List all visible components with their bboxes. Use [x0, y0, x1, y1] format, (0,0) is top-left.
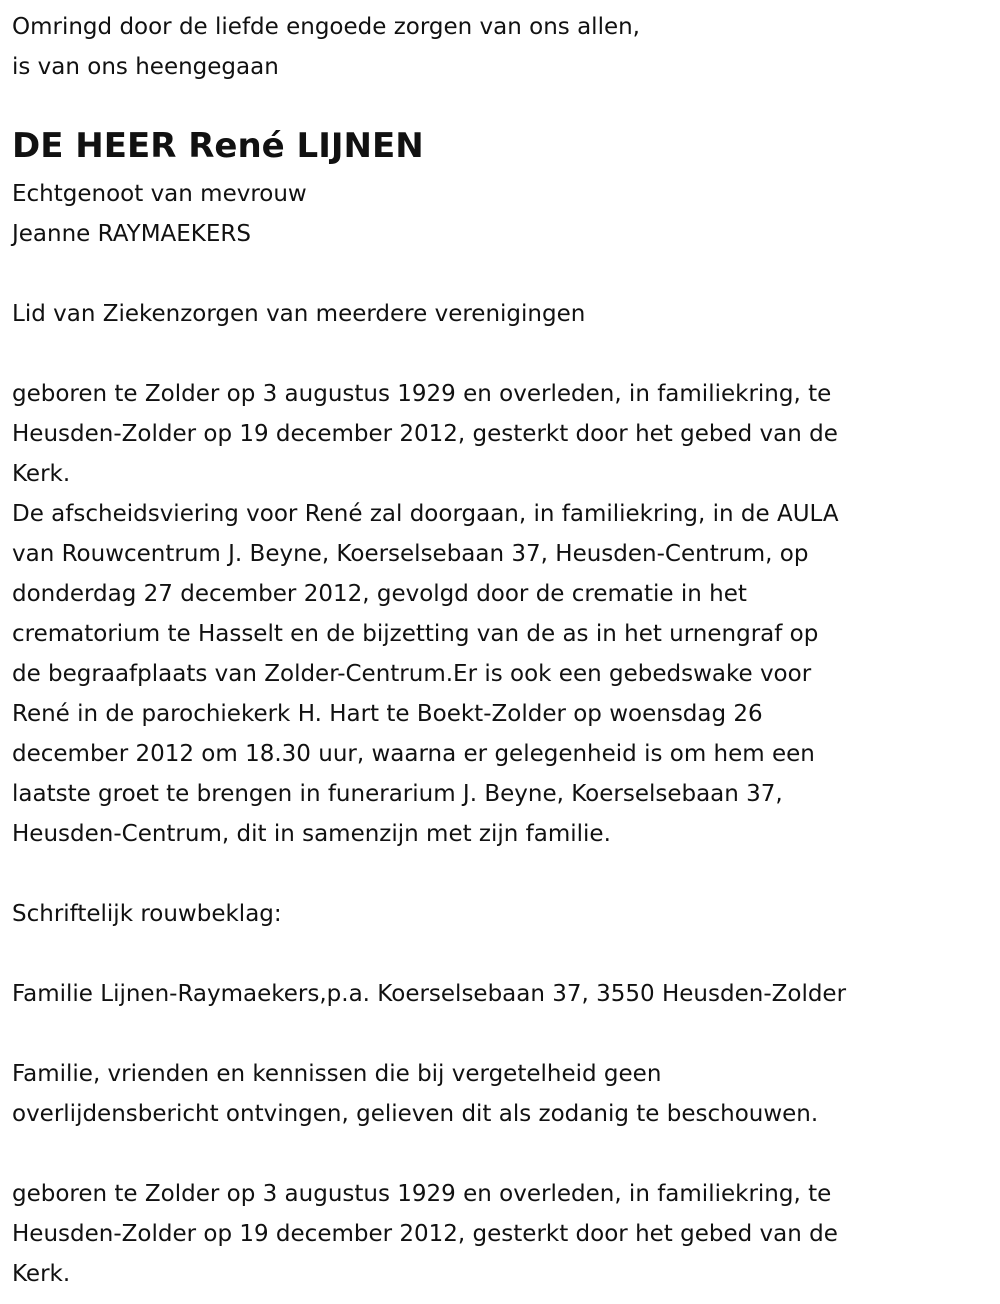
notice: [12, 1054, 1000, 1134]
main-line: crematorium te Hasselt en de bijzetting van de as in het urnengraf op: [12, 621, 819, 647]
main-line: De afscheidsviering voor René zal doorgaan, in familiekring, in de AULA: [12, 501, 839, 527]
main-line: december 2012 om 18.30 uur, waarna er gelegenheid is om hem een: [12, 741, 815, 767]
main-line: geboren te Zolder op 3 augustus 1929 en overleden, in familiekring, te: [12, 381, 832, 407]
condolence-address: Familie Lijnen-Raymaekers,p.a. Koerselsebaan 37, 3550 Heusden-Zolder: [12, 981, 847, 1007]
repeat-line: Kerk.: [12, 1261, 71, 1287]
intro-line: is van ons heengegaan: [12, 54, 279, 80]
repeat-line: Heusden-Zolder op 19 december 2012, gesterkt door het gebed van de: [12, 1221, 838, 1247]
main-line: van Rouwcentrum J. Beyne, Koerselsebaan 37, Heusden-Centrum, op: [12, 541, 809, 567]
intro-line: Omringd door de liefde engoede zorgen van ons allen,: [12, 14, 640, 40]
main-line: Kerk.: [12, 461, 71, 487]
intro: [12, 7, 1000, 87]
condolence-label: Schriftelijk rouwbeklag:: [12, 901, 282, 927]
main-line: de begraafplaats van Zolder-Centrum.Er is ook een gebedswake voor: [12, 661, 812, 687]
main-line: René in de parochiekerk H. Hart te Boekt-Zolder op woensdag 26: [12, 701, 763, 727]
deceased-name-title: DE HEER René LIJNEN: [12, 126, 424, 166]
main-line: Heusden-Zolder op 19 december 2012, gesterkt door het gebed van de: [12, 421, 838, 447]
repeat-line: geboren te Zolder op 3 augustus 1929 en overleden, in familiekring, te: [12, 1181, 832, 1207]
membership: Lid van Ziekenzorgen van meerdere verenigingen: [12, 301, 586, 327]
main-line: laatste groet te brengen in funerarium J. Beyne, Koerselsebaan 37,: [12, 781, 783, 807]
main-line: Heusden-Centrum, dit in samenzijn met zijn familie.: [12, 821, 611, 847]
repeat-text: [12, 1174, 1000, 1294]
notice-line: overlijdensbericht ontvingen, gelieven dit als zodanig te beschouwen.: [12, 1101, 819, 1127]
notice-line: Familie, vrienden en kennissen die bij vergetelheid geen: [12, 1061, 662, 1087]
spouse-info: [12, 174, 1000, 254]
spouse-line: Jeanne RAYMAEKERS: [12, 221, 251, 247]
main-line: donderdag 27 december 2012, gevolgd door de crematie in het: [12, 581, 747, 607]
main-text: [12, 374, 1000, 854]
spouse-line: Echtgenoot van mevrouw: [12, 181, 307, 207]
